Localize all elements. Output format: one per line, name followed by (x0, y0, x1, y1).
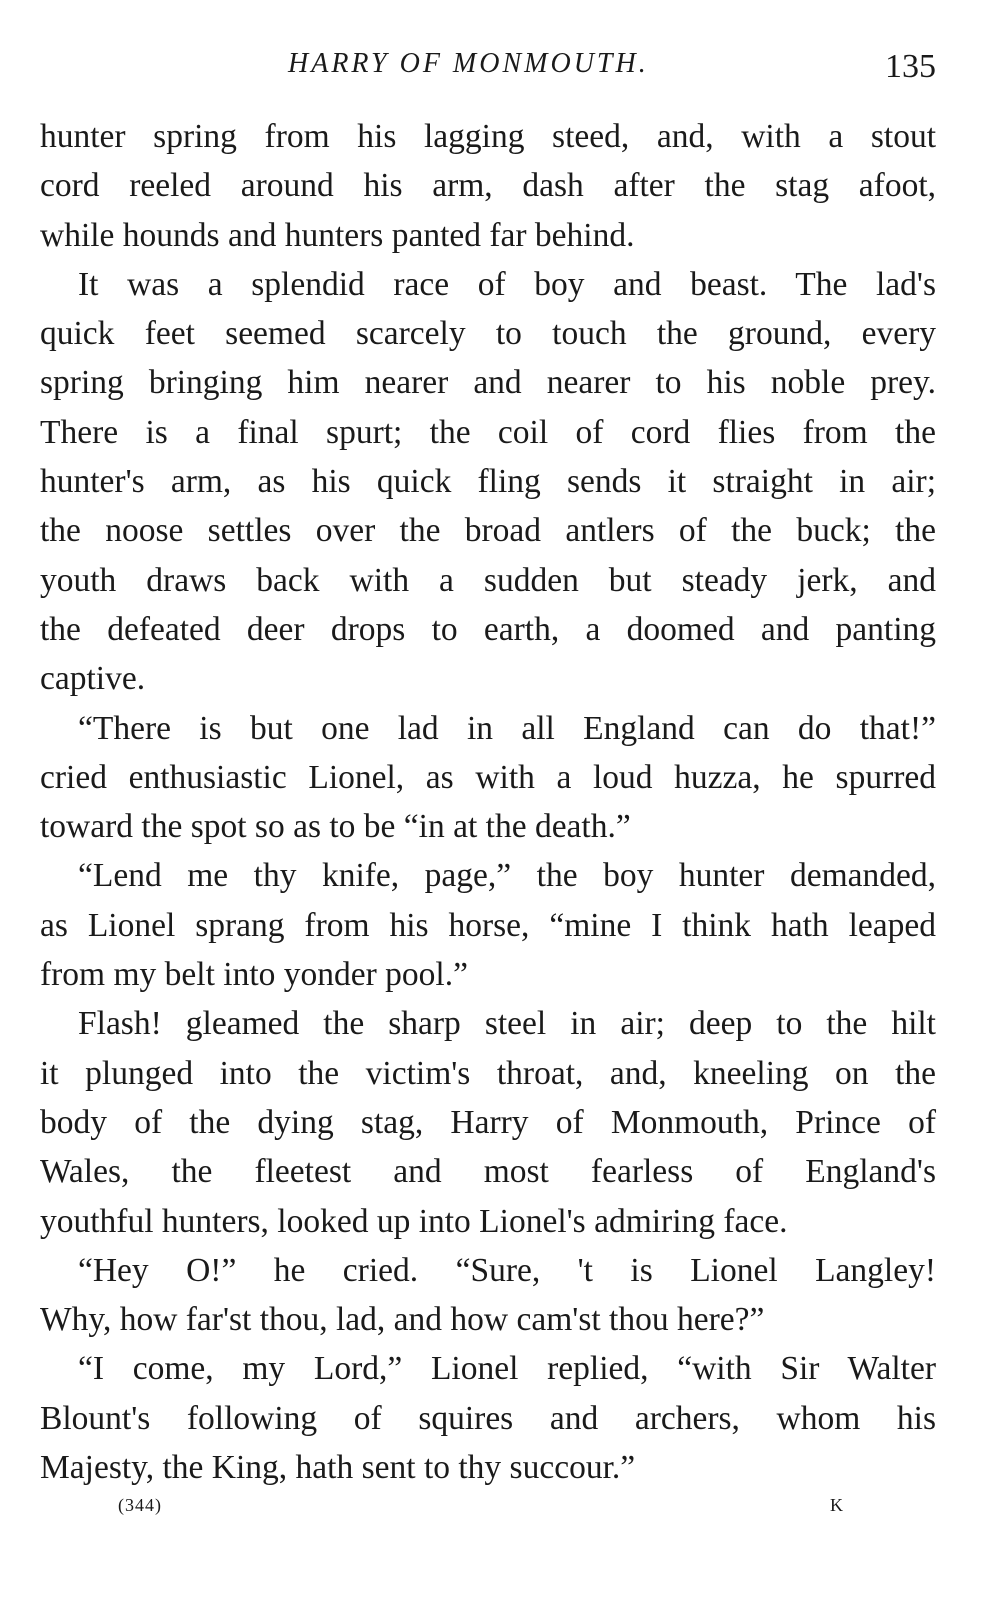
text-line: “I come, my Lord,” Lionel replied, “with Sir Walter (78, 1350, 936, 1388)
text-line: it plunged into the victim's throat, and, kneeling on the (40, 1054, 936, 1092)
text-line: Why, how far'st thou, lad, and how cam'st thou here?” (40, 1301, 765, 1339)
text-line: spring bringing him nearer and nearer to his noble prey. (40, 364, 936, 402)
text-line: body of the dying stag, Harry of Monmouth, Prince of (40, 1103, 936, 1141)
text-line: youth draws back with a sudden but steady jerk, and (40, 561, 936, 599)
text-line: cried enthusiastic Lionel, as with a loud huzza, he spurred (40, 758, 936, 796)
running-title: HARRY OF MONMOUTH. (288, 48, 649, 79)
text-line: “Lend me thy knife, page,” the boy hunter demanded, (78, 857, 936, 895)
text-line: hunter spring from his lagging steed, and, with a stout (40, 118, 936, 155)
text-line: quick feet seemed scarcely to touch the ground, every (40, 315, 936, 353)
text-line: the defeated deer drops to earth, a doomed and panting (40, 610, 936, 648)
text-line: “There is but one lad in all England can do that!” (78, 709, 936, 747)
text-line: youthful hunters, looked up into Lionel's admiring face. (40, 1202, 788, 1240)
text-line: toward the spot so as to be “in at the death.” (40, 808, 631, 846)
page-number: 135 (885, 48, 936, 85)
text-line: Flash! gleamed the sharp steel in air; deep to the hilt (78, 1005, 936, 1043)
text-line: It was a splendid race of boy and beast. The lad's (78, 265, 936, 303)
body-text (40, 112, 936, 1492)
signature-letter: K (830, 1495, 843, 1515)
text-line: hunter's arm, as his quick fling sends it straight in air; (40, 463, 936, 501)
text-line: cord reeled around his arm, dash after the stag afoot, (40, 167, 936, 205)
text-line: “Hey O!” he cried. “Sure, 't is Lionel Langley! (78, 1251, 936, 1289)
text-line: There is a final spurt; the coil of cord flies from the (40, 413, 936, 451)
text-line: Wales, the fleetest and most fearless of England's (40, 1153, 936, 1191)
text-line: from my belt into yonder pool.” (40, 956, 468, 994)
signature-number: (344) (118, 1495, 162, 1515)
page-footer (40, 1495, 940, 1525)
text-line: while hounds and hunters panted far behind. (40, 216, 635, 254)
running-head (40, 48, 940, 88)
text-line: captive. (40, 660, 146, 698)
text-line: as Lionel sprang from his horse, “mine I think hath leaped (40, 906, 936, 944)
text-line: the noose settles over the broad antlers of the buck; the (40, 512, 936, 550)
text-line: Majesty, the King, hath sent to thy succour.” (40, 1449, 636, 1487)
text-line: Blount's following of squires and archers, whom his (40, 1399, 936, 1437)
